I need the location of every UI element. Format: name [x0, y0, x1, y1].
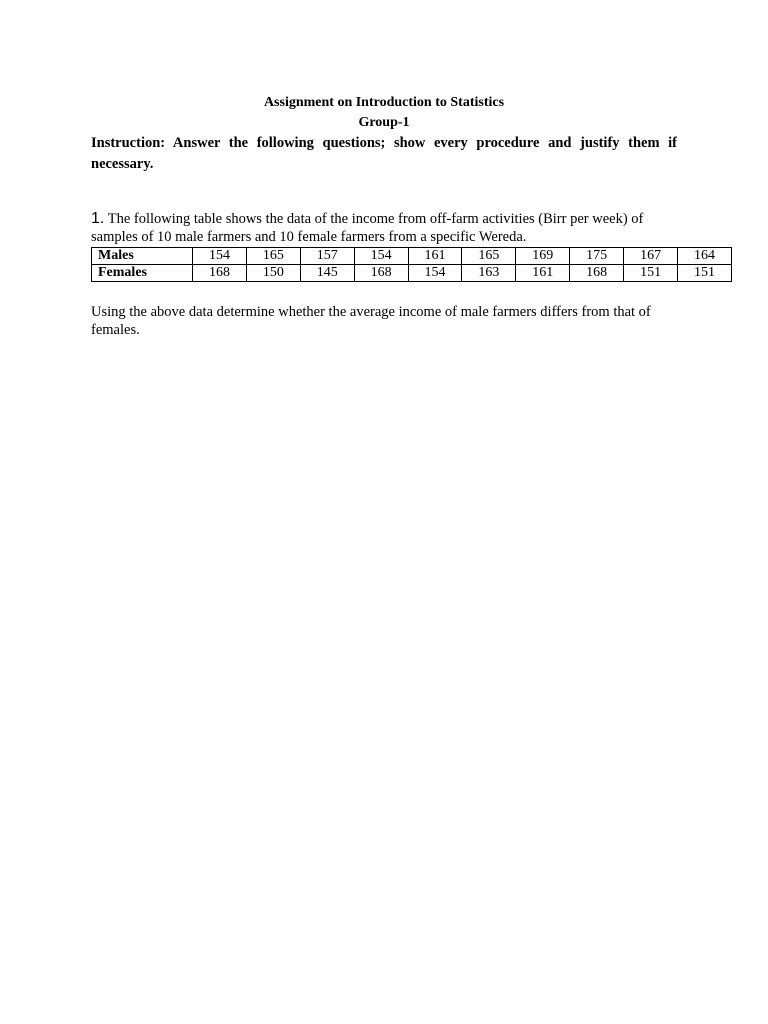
table-cell: 164 — [678, 248, 732, 265]
table-cell: 167 — [624, 248, 678, 265]
followup-question: Using the above data determine whether the average income of male farmers differs from that of females. — [91, 304, 651, 338]
instruction-text: Instruction: Answer the following questions; show every procedure and justify them if necessary. — [91, 135, 677, 172]
table-cell: 168 — [193, 265, 247, 282]
document-title: Assignment on Introduction to Statistics — [263, 95, 505, 110]
table-cell: 168 — [354, 265, 408, 282]
table-cell: 151 — [678, 265, 732, 282]
table-cell: 161 — [516, 265, 570, 282]
question-text: The following table shows the data of the income from off-farm activities (Birr per week) of samples of 10 male farmers and 10 female farmers from a specific Wereda. — [91, 211, 644, 245]
table-cell: 150 — [246, 265, 300, 282]
question-1 — [91, 210, 677, 246]
table-cell: 168 — [570, 265, 624, 282]
table-cell: 154 — [193, 248, 247, 265]
group-label: Group-1 — [358, 115, 410, 130]
row-label-males: Males — [92, 248, 193, 265]
table-cell: 145 — [300, 265, 354, 282]
table-row — [92, 265, 732, 282]
table-cell: 154 — [408, 265, 462, 282]
table-cell: 151 — [624, 265, 678, 282]
row-label-females: Females — [92, 265, 193, 282]
table-row — [92, 248, 732, 265]
table-cell: 175 — [570, 248, 624, 265]
table-cell: 165 — [462, 248, 516, 265]
table-cell: 169 — [516, 248, 570, 265]
table-cell: 163 — [462, 265, 516, 282]
table-cell: 165 — [246, 248, 300, 265]
table-cell: 161 — [408, 248, 462, 265]
table-cell: 154 — [354, 248, 408, 265]
income-table — [91, 247, 732, 282]
table-cell: 157 — [300, 248, 354, 265]
question-number: 1. — [91, 210, 105, 227]
